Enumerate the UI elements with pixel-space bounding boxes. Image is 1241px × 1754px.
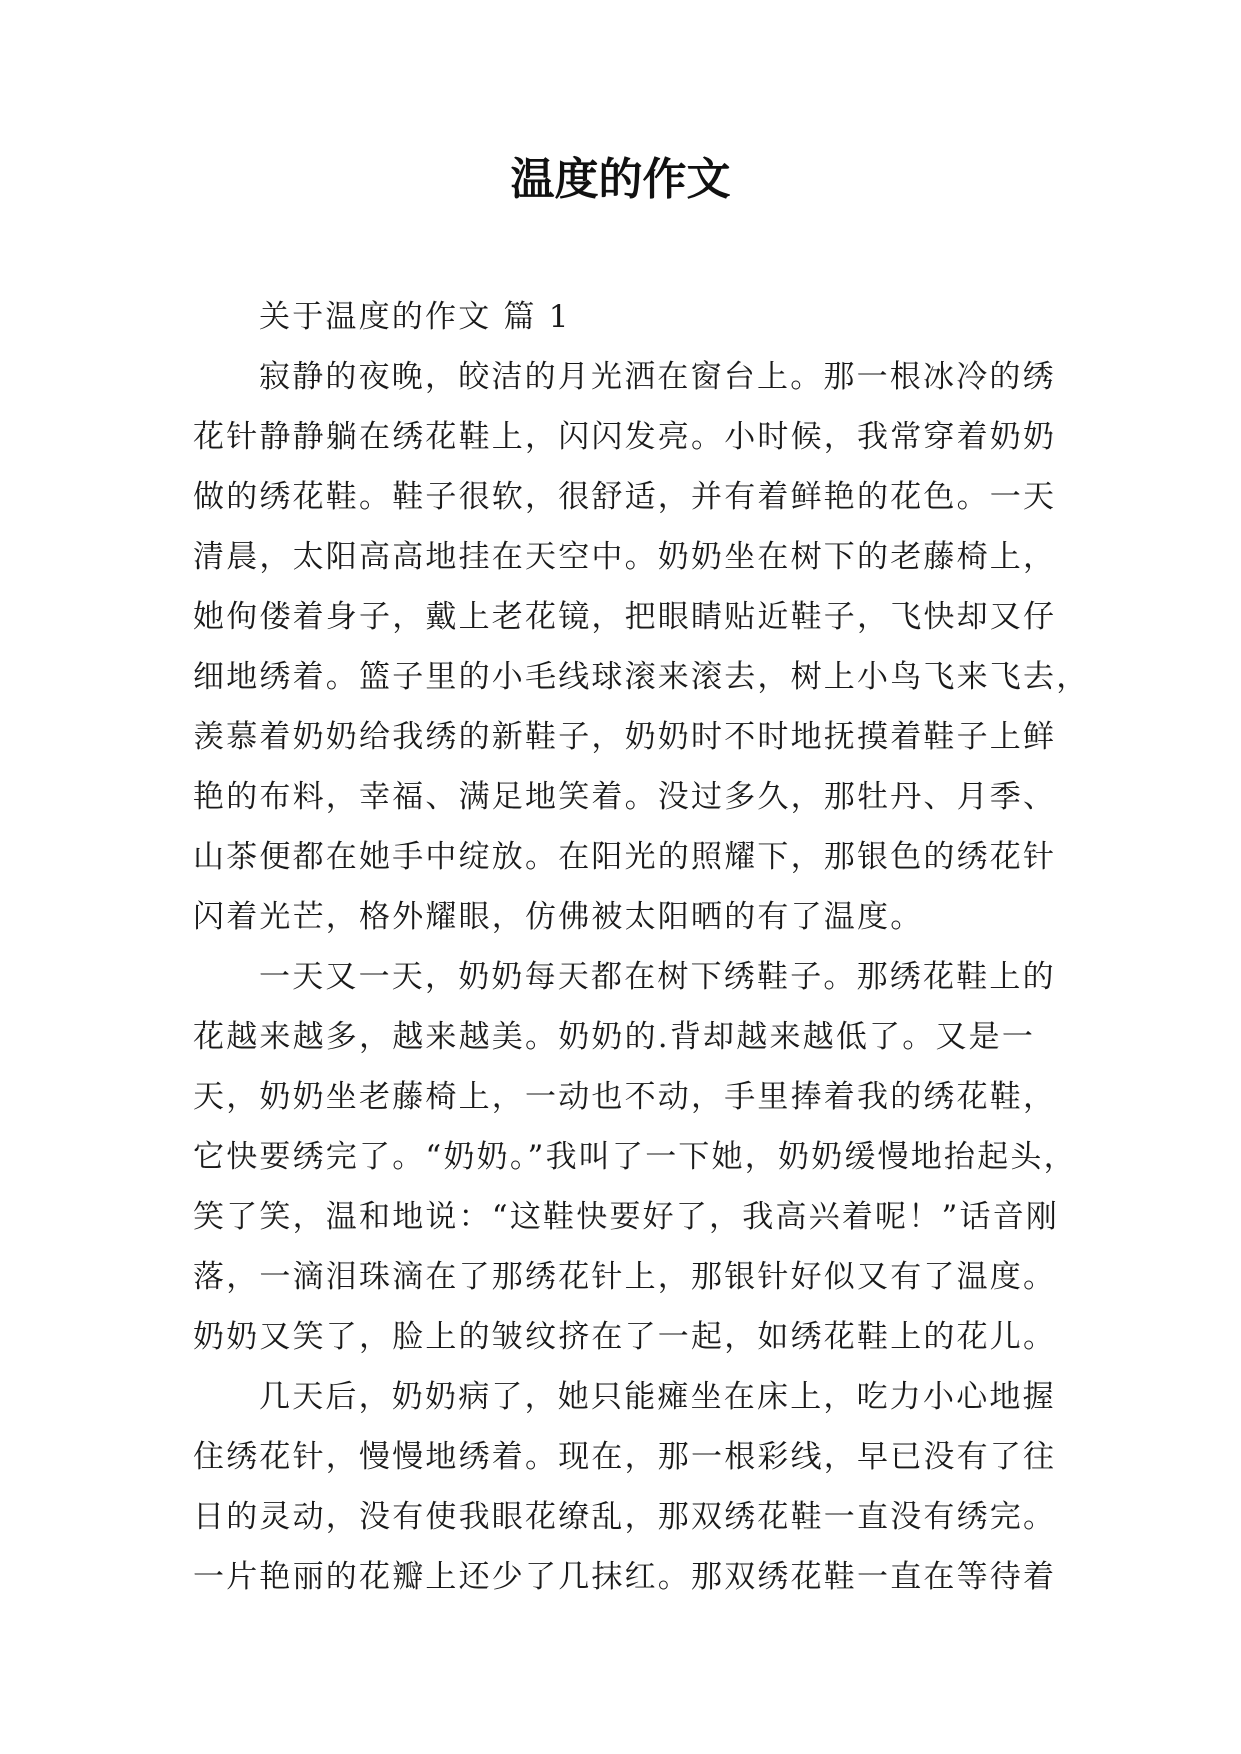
paragraph-line: 细地绣着。篮子里的小毛线球滚来滚去，树上小鸟飞来飞去， bbox=[193, 659, 1090, 695]
paragraph-line: 闪着光芒，格外耀眼，仿佛被太阳晒的有了温度。 bbox=[193, 899, 924, 935]
paragraph-line: 做的绣花鞋。鞋子很软，很舒适，并有着鲜艳的花色。一天 bbox=[193, 479, 1057, 515]
paragraph-line: 奶奶又笑了，脸上的皱纹挤在了一起，如绣花鞋上的花儿。 bbox=[193, 1319, 1057, 1355]
paragraph-line: 清晨，太阳高高地挂在天空中。奶奶坐在树下的老藤椅上， bbox=[193, 539, 1057, 575]
document-title: 温度的作文 bbox=[510, 154, 731, 205]
paragraph-line: 山茶便都在她手中绽放。在阳光的照耀下，那银色的绣花针 bbox=[193, 839, 1057, 875]
paragraph-first-line: 几天后，奶奶病了，她只能瘫坐在床上，吃力小心地握 bbox=[259, 1379, 1056, 1415]
paragraph-line: 花针静静躺在绣花鞋上，闪闪发亮。小时候，我常穿着奶奶 bbox=[193, 419, 1057, 455]
paragraph-line: 一片艳丽的花瓣上还少了几抹红。那双绣花鞋一直在等待着 bbox=[193, 1559, 1057, 1595]
paragraph-line: 日的灵动，没有使我眼花缭乱，那双绣花鞋一直没有绣完。 bbox=[193, 1499, 1057, 1535]
paragraph-line: 笑了笑，温和地说：“这鞋快要好了，我高兴着呢！”话音刚 bbox=[193, 1199, 1060, 1235]
paragraph-line: 落，一滴泪珠滴在了那绣花针上，那银针好似又有了温度。 bbox=[193, 1259, 1057, 1295]
paragraph-line: 她佝偻着身子，戴上老花镜，把眼睛贴近鞋子，飞快却又仔 bbox=[193, 599, 1057, 635]
paragraph-line: 它快要绣完了。“奶奶。”我叫了一下她，奶奶缓慢地抬起头， bbox=[193, 1139, 1077, 1175]
paragraph-first-line: 关于温度的作文 篇 1 bbox=[259, 299, 571, 335]
paragraph-line: 天，奶奶坐老藤椅上，一动也不动，手里捧着我的绣花鞋， bbox=[193, 1079, 1057, 1115]
document-body bbox=[193, 287, 1090, 1607]
paragraph-line: 羡慕着奶奶给我绣的新鞋子，奶奶时不时地抚摸着鞋子上鲜 bbox=[193, 719, 1057, 755]
paragraph-first-line: 寂静的夜晚，皎洁的月光洒在窗台上。那一根冰冷的绣 bbox=[259, 359, 1056, 395]
paragraph-line: 花越来越多，越来越美。奶奶的.背却越来越低了。又是一 bbox=[193, 1019, 1036, 1055]
paragraph-line: 住绣花针，慢慢地绣着。现在，那一根彩线，早已没有了往 bbox=[193, 1439, 1057, 1475]
paragraph-line: 艳的布料，幸福、满足地笑着。没过多久，那牡丹、月季、 bbox=[193, 779, 1057, 815]
paragraph-first-line: 一天又一天，奶奶每天都在树下绣鞋子。那绣花鞋上的 bbox=[259, 959, 1056, 995]
